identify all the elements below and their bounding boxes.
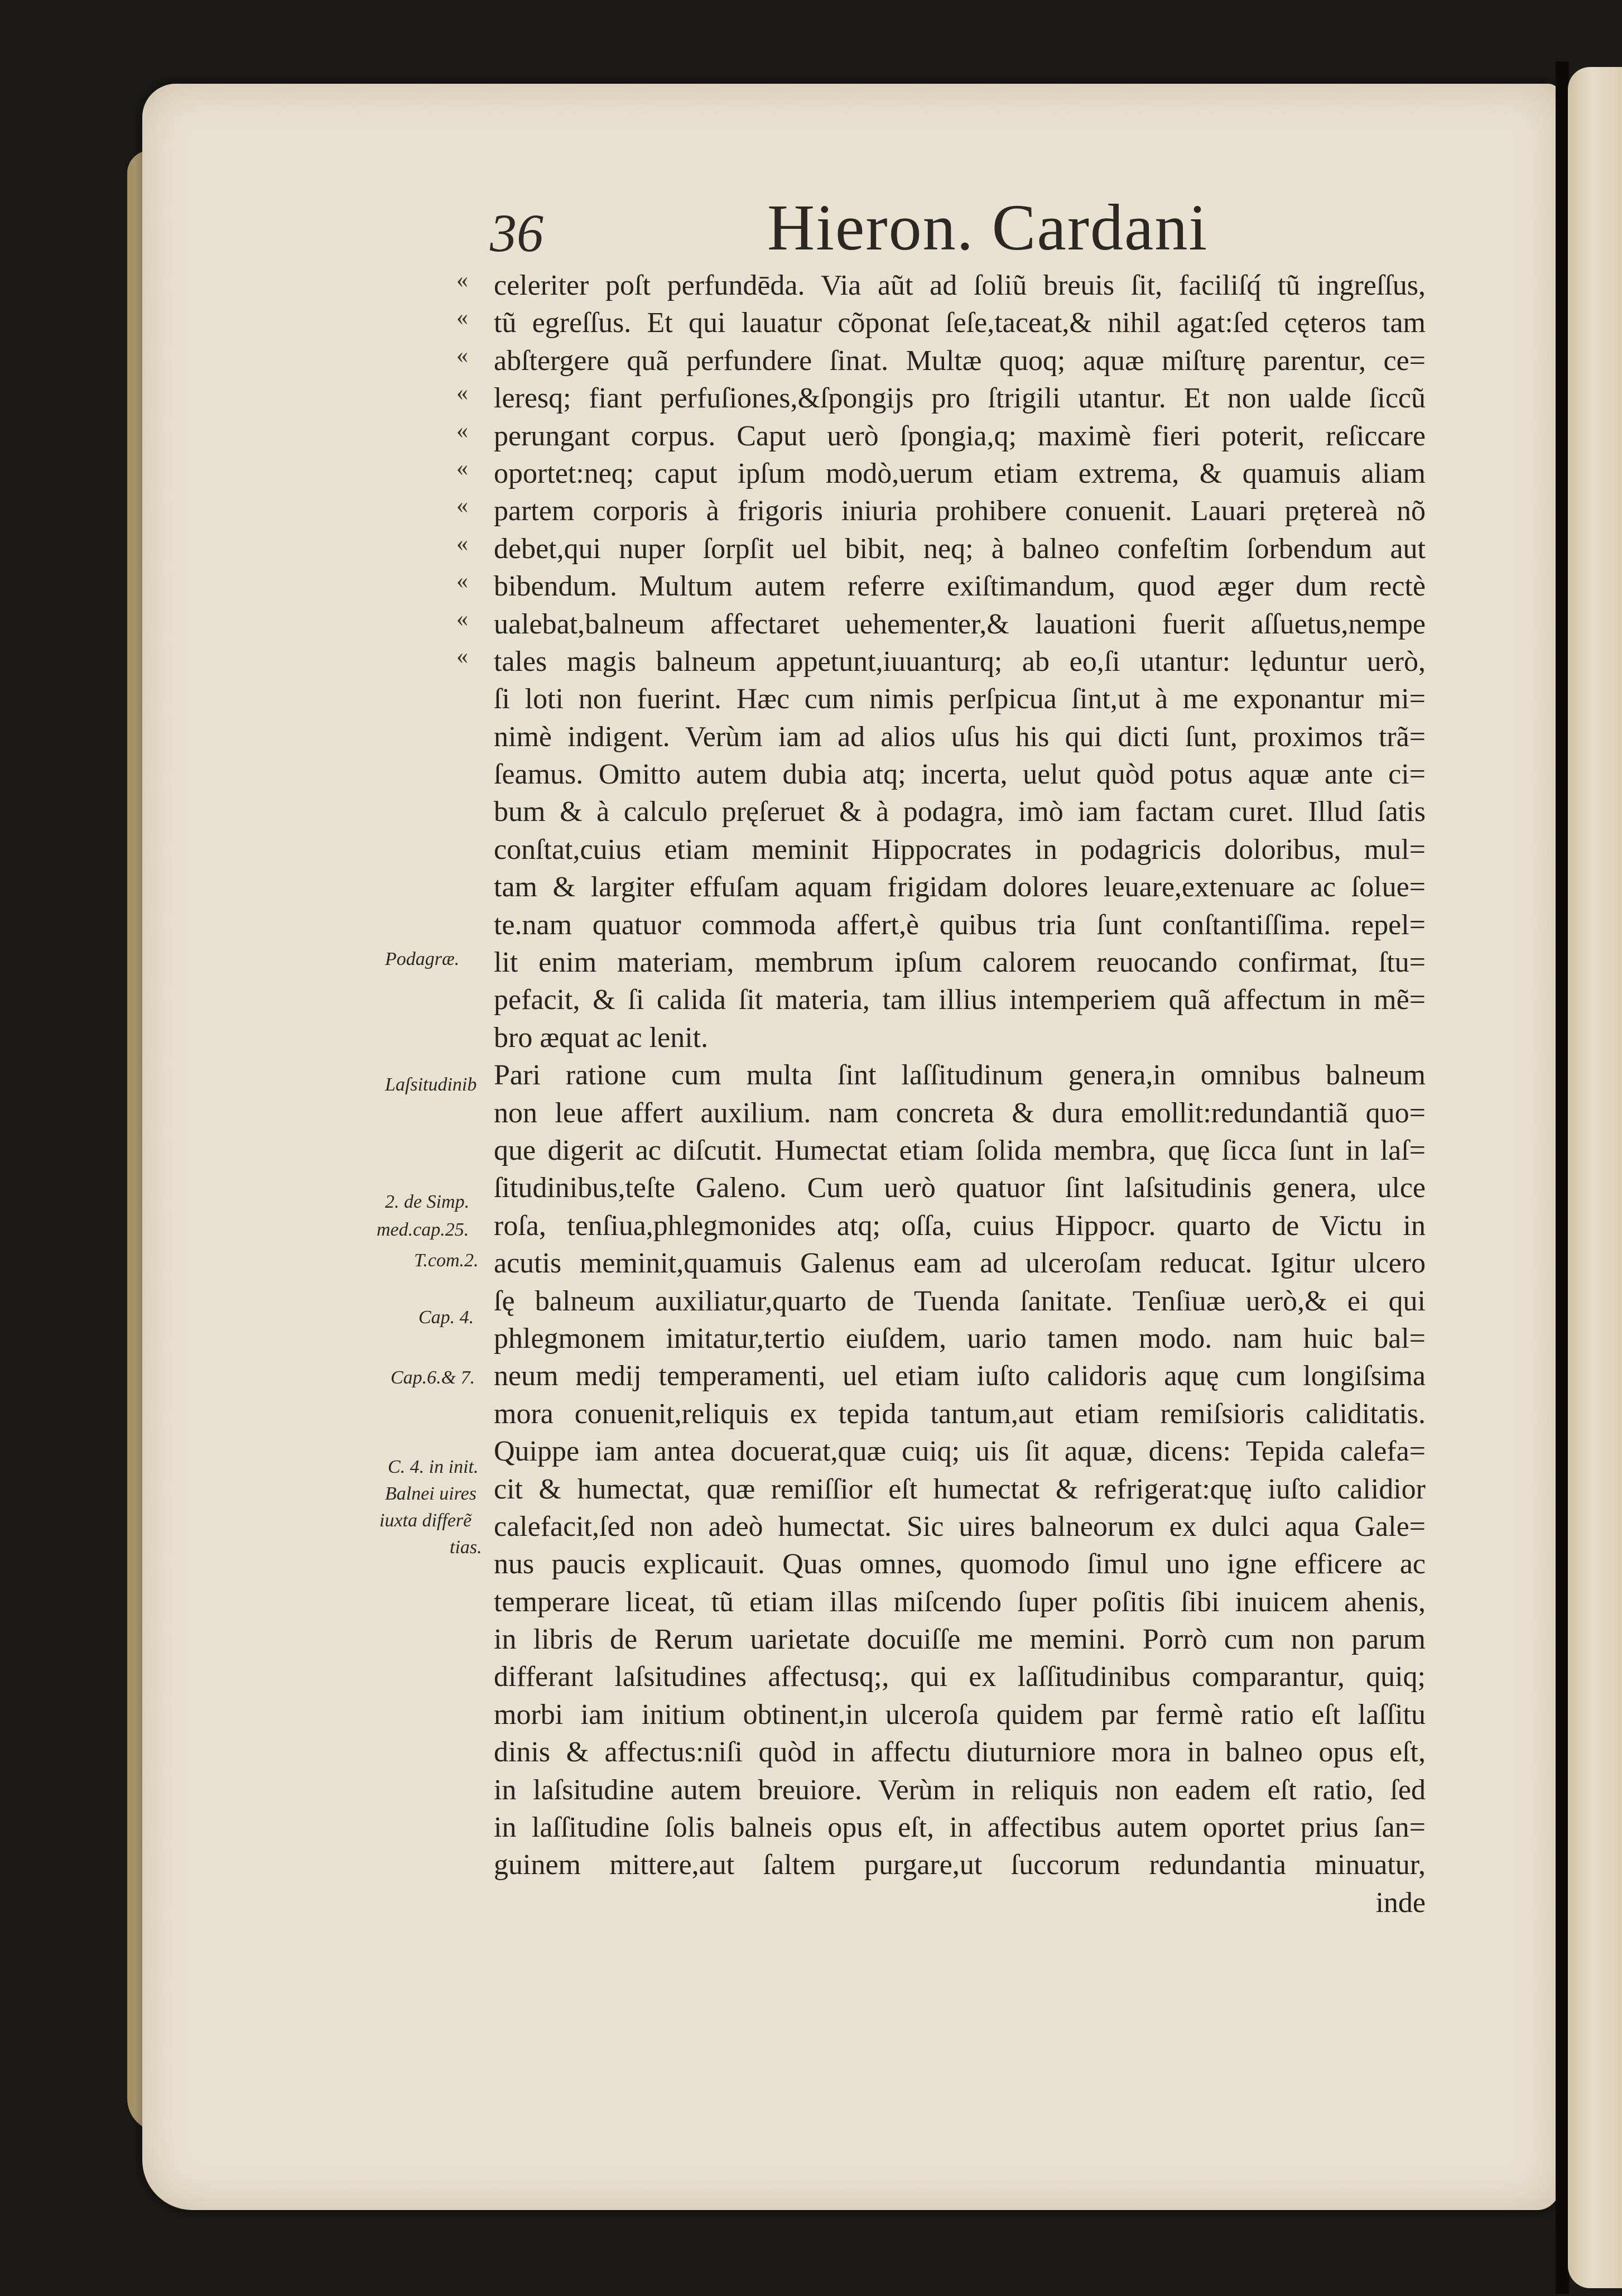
text-line: bum & à calculo pręſeruet & à podagra, imò iam factam curet. Illud ſatis: [494, 796, 1426, 828]
text-line: perungant corpus. Caput uerò ſpongia,q; maximè fieri poterit, reſiccare: [494, 420, 1426, 452]
text-line: tũ egreſſus. Et qui lauatur cõponat ſeſe,taceat,& nihil agat:ſed cęteros tam: [494, 307, 1426, 339]
text-line: lit enim materiam, membrum ipſum calorem reuocando confirmat, ſtu=: [494, 947, 1426, 979]
quote-mark: «: [456, 455, 468, 481]
text-line: in laſsitudine autem breuiore. Verùm in reliquis non eadem eſt ratio, ſed: [494, 1774, 1426, 1806]
quote-mark: «: [456, 493, 468, 518]
text-line: Pari ratione cum multa ſint laſſitudinum genera,in omnibus balneum: [494, 1059, 1426, 1092]
margin-note-tias: tias.: [450, 1537, 482, 1558]
page-number: 36: [490, 203, 543, 263]
facing-page-edge: [1568, 67, 1622, 2288]
text-line: in libris de Rerum uarietate docuiſſe me memini. Porrò cum non parum: [494, 1623, 1426, 1656]
margin-note-lassitudinib: Laſsitudinib: [385, 1074, 477, 1095]
margin-note-cap-6-7: Cap.6.& 7.: [391, 1367, 475, 1388]
margin-note-t-com: T.com.2.: [414, 1250, 479, 1271]
quote-mark: «: [456, 568, 468, 594]
text-line: bibendum. Multum autem referre exiſtimandum, quod æger dum rectè: [494, 570, 1426, 603]
text-line: nus paucis explicauit. Quas omnes, quomodo ſimul uno igne efficere ac: [494, 1548, 1426, 1581]
text-line: te.nam quatuor commoda affert,è quibus tria ſunt conſtantiſſima. repel=: [494, 909, 1426, 941]
quote-mark: «: [456, 267, 468, 293]
text-line: conſtat,cuius etiam meminit Hippocrates in podagricis doloribus, mul=: [494, 833, 1426, 866]
text-line: leresq; fiant perfuſiones,&ſpongijs pro ſtrigili utantur. Et non ualde ſiccũ: [494, 382, 1426, 415]
quote-mark: «: [456, 606, 468, 632]
margin-note-c4-init: C. 4. in init.: [388, 1457, 479, 1477]
text-line: oportet:neq; caput ipſum modò,uerum etiam extrema, & quamuis aliam: [494, 457, 1426, 489]
margin-note-cap-4: Cap. 4.: [418, 1307, 474, 1328]
text-line: ſę balneum auxiliatur,quarto de Tuenda ſanitate. Tenſiuæ uerò,& ei qui: [494, 1285, 1426, 1317]
text-line: roſa, tenſiua,phlegmonides atq; oſſa, cuius Hippocr. quarto de Victu in: [494, 1209, 1426, 1242]
quote-mark: «: [456, 418, 468, 444]
text-line: que digerit ac diſcutit. Humectat etiam ſolida membra, quę ſicca ſunt in laſ=: [494, 1134, 1426, 1166]
catchword: inde: [1375, 1886, 1426, 1919]
text-line: pefacit, & ſi calida ſit materia, tam illius intemperiem quã affectum in mẽ=: [494, 984, 1426, 1016]
text-line: abſtergere quã perfundere ſinat. Multæ quoq; aquæ miſturę parentur, ce=: [494, 344, 1426, 377]
quote-mark: «: [456, 305, 468, 330]
margin-note-podagrae: Podagræ.: [385, 949, 460, 969]
text-line: ualebat,balneum affectaret uehementer,& lauationi fuerit aſſuetus,nempe: [494, 608, 1426, 640]
text-line: guinem mittere,aut ſaltem purgare,ut ſuccorum redundantia minuatur,: [494, 1849, 1426, 1881]
text-line: debet,qui nuper ſorpſit uel bibit, neq; à balneo confeſtim ſorbendum aut: [494, 532, 1426, 565]
text-line: ſi loti non fuerint. Hæc cum nimis perſpicua ſint,ut à me exponantur mi=: [494, 683, 1426, 715]
quote-mark: «: [456, 343, 468, 368]
text-line: ſeamus. Omitto autem dubia atq; incerta, uelut quòd potus aquæ ante ci=: [494, 758, 1426, 791]
text-line: cit & humectat, quæ remiſſior eſt humectat & refrigerat:quę iuſto calidior: [494, 1473, 1426, 1505]
quote-mark: «: [456, 643, 468, 669]
text-line: phlegmonem imitatur,tertio eiuſdem, uario tamen modo. nam huic bal=: [494, 1322, 1426, 1354]
text-line: nimè indigent. Verùm iam ad alios uſus his qui dicti ſunt, proximos trã=: [494, 720, 1426, 753]
text-line: neum medij temperamenti, uel etiam iuſto calidoris aquę cum longiſsima: [494, 1360, 1426, 1392]
text-line: celeriter poſt perfundēda. Via aũt ad ſoliũ breuis ſit, faciliſq́ tũ ingreſſus,: [494, 270, 1426, 301]
text-line: morbi iam initium obtinent,in ulceroſa quidem par fermè ratio eſt laſſitu: [494, 1698, 1426, 1731]
text-line: bro æquat ac lenit.: [494, 1021, 709, 1054]
margin-note-balnei-uires: Balnei uires: [385, 1483, 477, 1504]
margin-note-iuxta-differe: iuxta differẽ: [379, 1510, 472, 1531]
margin-note-de-simp: 2. de Simp.: [385, 1192, 470, 1212]
text-line: in laſſitudine ſolis balneis opus eſt, in affectibus autem oportet prius ſan=: [494, 1812, 1426, 1844]
text-line: non leue affert auxilium. nam concreta & dura emollit:redundantiã quo=: [494, 1097, 1426, 1129]
quote-mark: «: [456, 380, 468, 406]
text-line: Quippe iam antea docuerat,quæ cuiq; uis ſit aquæ, dicens: Tepida calefa=: [494, 1435, 1426, 1468]
quote-mark: «: [456, 531, 468, 556]
text-line: acutis meminit,quamuis Galenus eam ad ulceroſam reducat. Igitur ulcero: [494, 1247, 1426, 1280]
text-line: tam & largiter effuſam aquam frigidam dolores leuare,extenuare ac ſolue=: [494, 871, 1426, 904]
text-line: tales magis balneum appetunt,iuuanturq; ab eo,ſi utantur: lęduntur uerò,: [494, 645, 1426, 678]
book-gutter: [1556, 61, 1569, 2294]
running-head: Hieron. Cardani: [767, 191, 1209, 264]
text-line: calefacit,ſed non adeò humectat. Sic uires balneorum ex dulci aqua Gale=: [494, 1510, 1426, 1543]
text-line: dinis & affectus:niſi quòd in affectu diuturniore mora in balneo opus eſt,: [494, 1736, 1426, 1769]
margin-note-med-cap: med.cap.25.: [377, 1219, 469, 1240]
text-line: partem corporis à frigoris iniuria prohibere conuenit. Lauari prętereà nõ: [494, 495, 1426, 527]
text-line: differant laſsitudines affectusq;, qui ex laſſitudinibus comparantur, quiq;: [494, 1661, 1426, 1693]
text-line: temperare liceat, tũ etiam illas miſcendo ſuper poſitis ſibi inuicem ahenis,: [494, 1586, 1426, 1618]
body-text: [494, 267, 1426, 1922]
text-line: mora conuenit,reliquis ex tepida tantum,aut etiam remiſsioris caliditatis.: [494, 1397, 1426, 1430]
text-line: ſitudinibus,teſte Galeno. Cum uerò quatuor ſint laſsitudinis genera, ulce: [494, 1172, 1426, 1204]
